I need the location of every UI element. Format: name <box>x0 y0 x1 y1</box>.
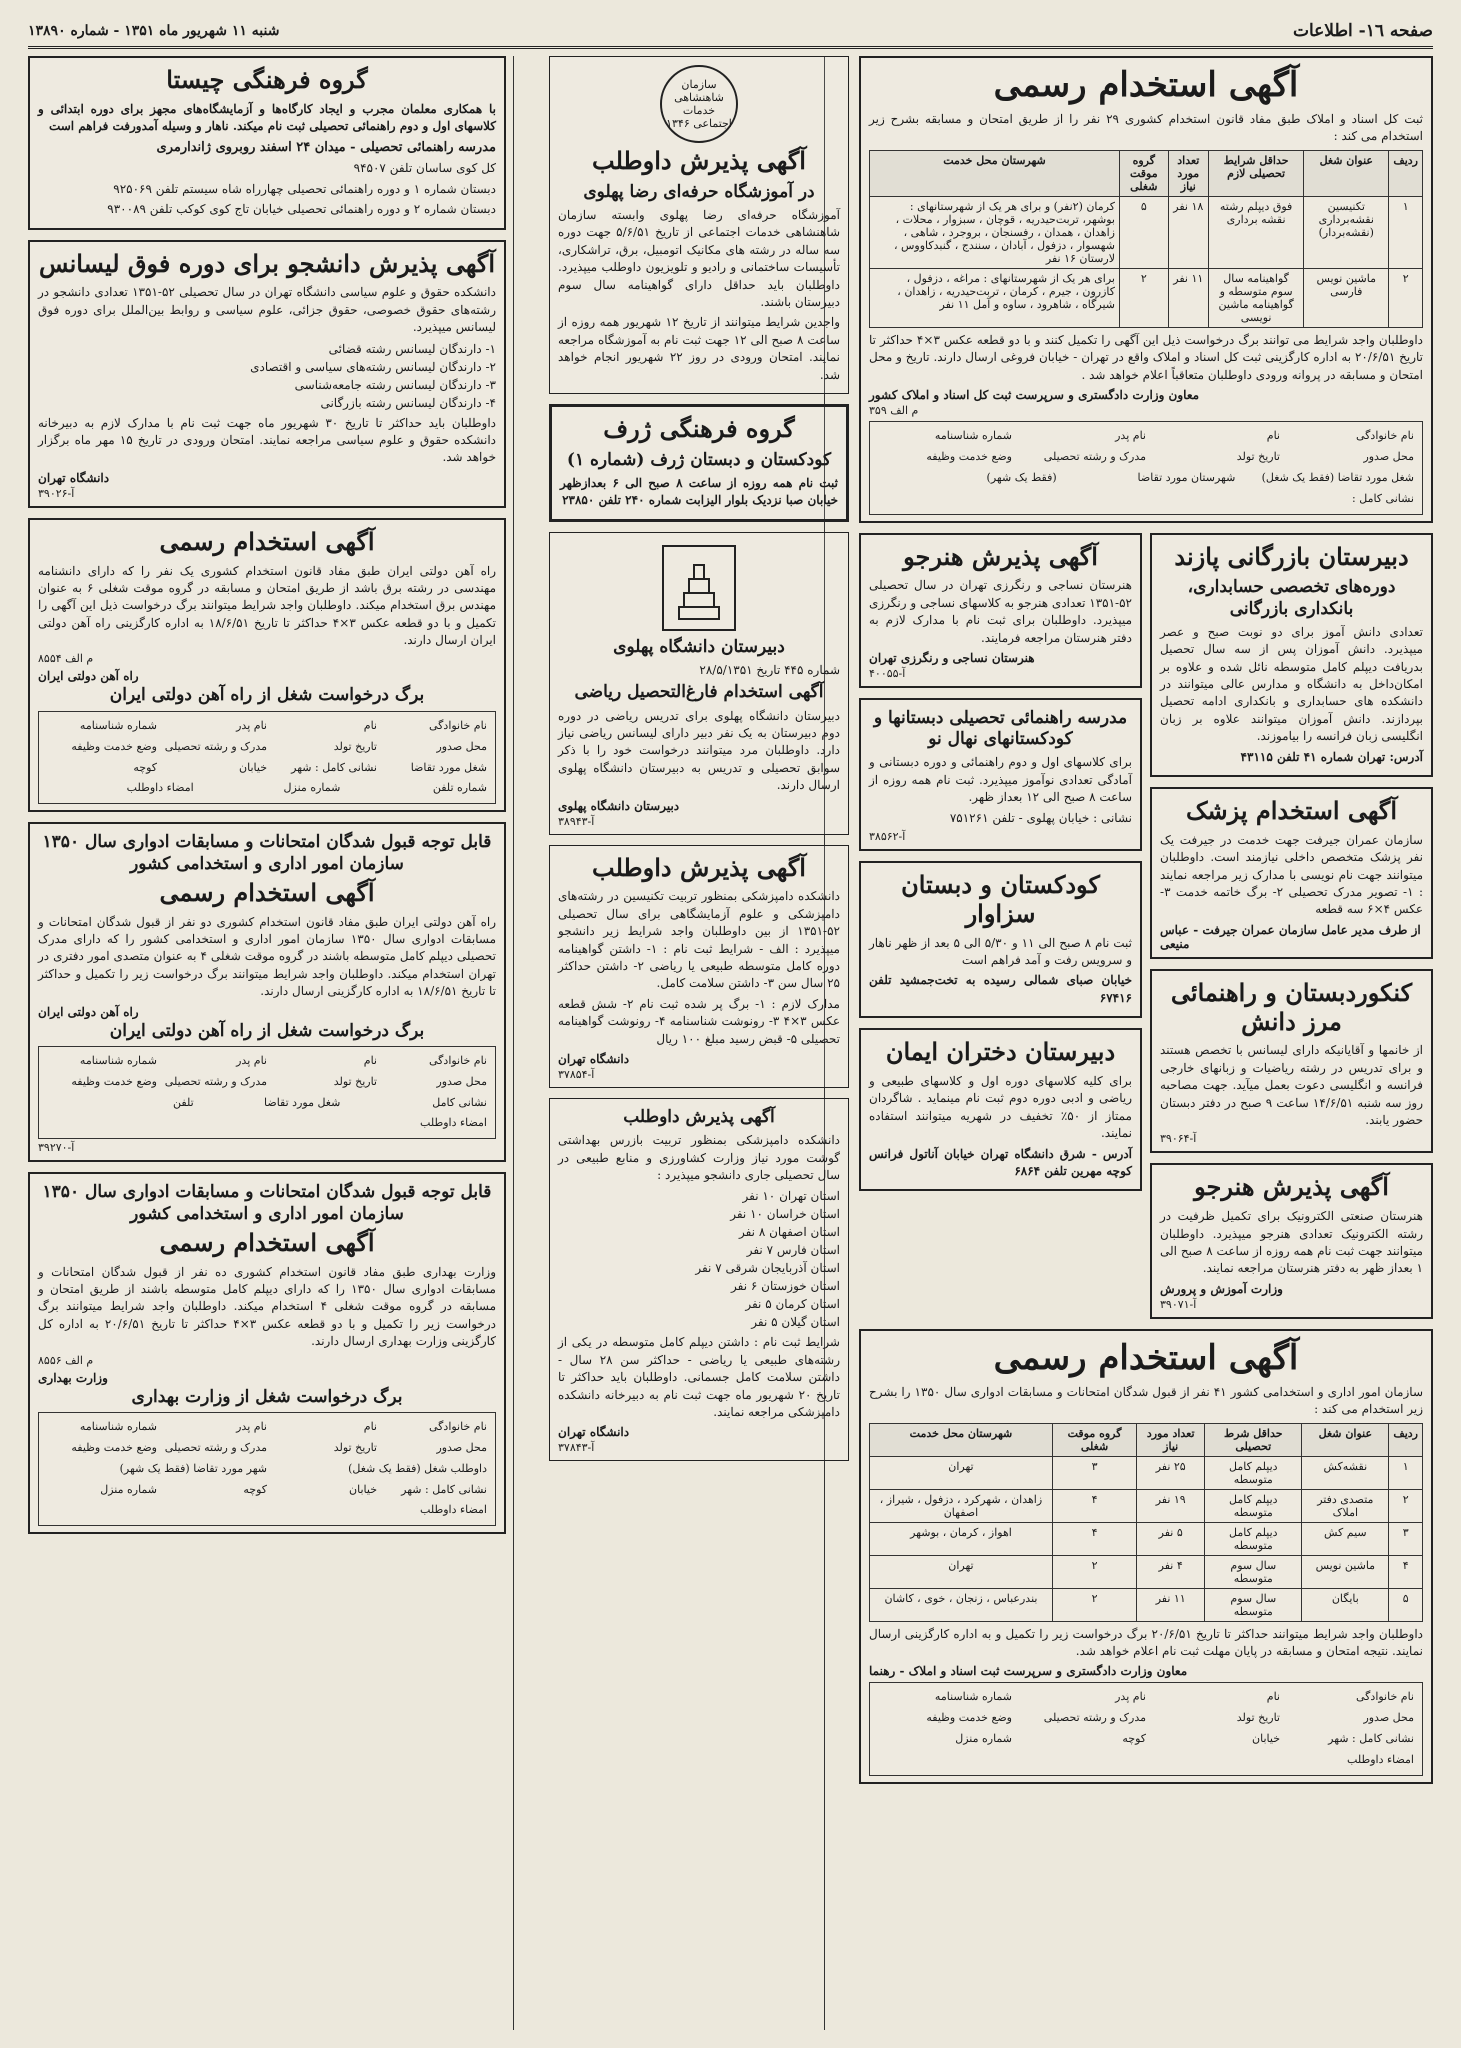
form-row <box>47 1459 487 1480</box>
table-header: شهرستان محل خدمت <box>870 1423 1053 1456</box>
ad-marz-danesh <box>1150 969 1433 1154</box>
form-field: نشانی کامل : <box>1352 491 1414 505</box>
form-field: محل صدور <box>436 1440 487 1454</box>
cell: ۴ <box>1389 1555 1423 1588</box>
cell: سال سوم متوسطه <box>1205 1555 1302 1588</box>
application-form <box>38 1046 496 1140</box>
ad-body: دانشکده دامپزشکی بمنظور تربیت بازرس بهداشتی گوشت مورد نیاز وزارت کشاورزی و منابع طبیعی در سال تحصیلی جاری دانشجو میپذیرد : <box>558 1133 840 1182</box>
ad-signature: وزارت آموزش و پرورش <box>1160 1281 1283 1296</box>
cell: ۳ <box>1052 1456 1136 1489</box>
form-field: وضع خدمت وظیفه <box>71 739 157 753</box>
ad-body: آموزشگاه حرفه‌ای رضا پهلوی وابسته سازمان شاهنشاهی خدمات اجتماعی از تاریخ ۵/۶/۵۱ جهت دوره سه ساله در رشته های مکانیک اتومبیل، برق، تراشکاری، تأسیسات ساختمانی و رادیو و تلویزیون داوطلب میپذیرد. داوطلبان باید حداقل دارای گواهینامه سال سوم دبیرستان باشند. <box>558 208 840 309</box>
ad-header: قابل توجه قبول شدگان امتحانات و مسابقات ادواری سال ۱۳۵۰ سازمان امور اداری و استخدامی کشور <box>42 832 492 874</box>
cell: تکنیسین نقشه‌برداری (نقشه‌بردار) <box>1304 196 1389 268</box>
form-field: نام <box>1266 429 1280 443</box>
ad-signature: معاون وزارت دادگستری و سرپرست ثبت اسناد و املاک - رهنما <box>869 1664 1188 1679</box>
table-header: ردیف <box>1389 150 1423 196</box>
form-field: تاریخ تولد <box>1236 1711 1280 1725</box>
ad-title: دبیرستان دانشگاه پهلوی <box>613 636 785 657</box>
form-field: شغل مورد تقاضا <box>410 760 487 774</box>
ziggurat-icon <box>676 555 722 621</box>
ad-signature: هنرستان نساجی و رنگرزی تهران <box>869 650 1035 665</box>
form-row <box>47 1480 487 1501</box>
ad-zharf-cultural-group <box>549 404 849 522</box>
table-row <box>870 196 1423 268</box>
ad-meat-inspector-admission <box>549 1098 849 1461</box>
form-field: خیابان <box>239 760 267 774</box>
ad-signature: دبیرستان دانشگاه پهلوی <box>558 798 680 813</box>
table-header: ردیف <box>1389 1423 1423 1456</box>
ad-reference: شماره ۴۴۵ تاریخ ۲۸/۵/۱۳۵۱ <box>699 663 840 678</box>
cell: برای هر یک از شهرستانهای : مراغه ، دزفول ، کازرون ، جیرم ، کرمان ، تربت‌حیدریه ، زاهدان ، شیرگاه ، شاهرود ، ساوه و آمل ۱۱ نفر <box>870 268 1120 327</box>
form-field: محل صدور <box>1363 449 1414 463</box>
form-field: نام <box>363 1419 377 1433</box>
ad-intro: سازمان امور اداری و استخدامی کشور ۴۱ نفر از قبول شدگان امتحانات و مسابقات ادواری سال ۱۳۵۰ را بشرح زیر استخدام می کند : <box>869 1384 1423 1417</box>
form-field: امضاء داوطلب <box>420 1116 487 1130</box>
ad-subtitle: کودکستان و دبستان ژرف (شماره ۱) <box>566 449 832 470</box>
ad-signature: دانشگاه تهران <box>38 470 110 485</box>
ad-title: آگهی استخدام رسمی <box>159 1227 375 1257</box>
cell: ۵ <box>1389 1588 1423 1621</box>
form-field: شهر مورد تقاضا (فقط یک شهر) <box>119 1461 267 1475</box>
form-field: وضع خدمت وظیفه <box>71 1074 157 1088</box>
form-row <box>878 1687 1414 1708</box>
table-row <box>870 1489 1423 1522</box>
ad-chista-cultural-group <box>28 56 506 230</box>
form-field: نام پدر <box>1115 1690 1146 1704</box>
table-row <box>870 1555 1423 1588</box>
form-row <box>878 489 1414 510</box>
form-field: نشانی کامل : شهر <box>1328 1732 1414 1746</box>
form-row <box>47 1417 487 1438</box>
ad-address: نشانی : خیابان پهلوی - تلفن ۷۵۱۲۶۱ <box>949 810 1132 825</box>
ad-docs: مدارک لازم : ۱- برگ پر شده ثبت نام ۲- شش قطعه عکس ۳×۴ ۳- رونوشت شناسنامه ۴- رونوشت گواهینامه تحصیلی ۵- قبض رسید مبلغ ۱۰۰ ریال <box>558 996 840 1046</box>
table-header: حداقل شرایط تحصیلی لازم <box>1209 150 1304 196</box>
list-item: ۱- دارندگان لیسانس رشته قضائی <box>328 341 496 356</box>
ad-code: م الف ۳۵۹ <box>869 404 919 418</box>
emblem-text: سازمان شاهنشاهی خدمات اجتماعی ۱۳۴۶ <box>666 77 732 131</box>
ad-header: قابل توجه قبول شدگان امتحانات و مسابقات ادواری سال ۱۳۵۰ سازمان امور اداری و استخدامی کشور <box>42 1182 492 1224</box>
form-field: نام خانوادگی <box>1356 1690 1414 1704</box>
cell: ماشین نویس <box>1302 1555 1389 1588</box>
cell: تهران <box>870 1555 1053 1588</box>
ad-line: کل کوی ساسان تلفن ۹۴۵۰۷ <box>353 161 496 176</box>
form-field: شماره شناسنامه <box>79 1053 157 1067</box>
list-item: استان خوزستان ۶ نفر <box>731 1279 840 1294</box>
cell: ۱۱ نفر <box>1137 1588 1205 1621</box>
ad-body: از خانمها و آقایانیکه دارای لیسانس با تخصص هستند و برای تدریس در رشته ریاضیات و زبانهای خارجی فرانسه و انگلیسی دعوت بعمل میآید. جهت مصاحبه روز سه شنبه ۱۴/۶/۵۱ ساعت ۹ صبح در دفتر دبستان حضور یابند. <box>1160 1043 1423 1127</box>
ad-subtitle: دوره‌های تخصصی حسابداری، بانکداری بازرگانی <box>1187 577 1396 619</box>
ad-line: مدرسه راهنمائی تحصیلی - میدان ۲۴ اسفند روبروی ژاندارمری <box>156 139 496 155</box>
table-header: عنوان شغل <box>1302 1423 1389 1456</box>
form-field: مدرک و رشته تحصیلی <box>1043 449 1146 463</box>
ad-pazand-school <box>1150 533 1433 777</box>
left-column <box>28 56 506 2030</box>
ad-title: آگهی پذیرش هنرجو <box>1194 1172 1389 1202</box>
form-field: نشانی کامل : شهر <box>401 1482 487 1496</box>
cell: متصدی دفتر املاک <box>1302 1489 1389 1522</box>
cell: اهواز ، کرمان ، بوشهر <box>870 1522 1053 1555</box>
form-field: محل صدور <box>436 739 487 753</box>
application-form <box>869 1682 1423 1776</box>
form-row <box>47 1113 487 1134</box>
ad-body: سازمان عمران جیرفت جهت خدمت در جیرفت یک نفر پزشک متخصص داخلی نیازمند است. داوطلبان میتوانند جهت نام نویسی با مدارک زیر مراجعه نمایند : ۱- تصویر مدرک تحصیلی ۲- برگ خاتمه خدمت ۳- عکس ۴×۶ سه قطعه <box>1160 832 1424 917</box>
form-row <box>47 1093 487 1114</box>
form-row <box>47 1500 487 1521</box>
ad-title: آگهی پذیرش داوطلب <box>592 852 806 882</box>
application-form <box>869 421 1423 515</box>
ad-code: آ-۳۸۹۴۳ <box>558 814 595 828</box>
middle-column <box>549 56 849 2030</box>
form-field: نام پدر <box>1115 429 1146 443</box>
form-field: امضاء داوطلب <box>1347 1753 1414 1767</box>
ad-body: داوطلبان واجد شرایط می توانند برگ درخواست ذیل این آگهی را تکمیل کنند و با دو قطعه عکس ۳×۴ حداکثر تا تاریخ ۲۰/۶/۵۱ به اداره کارگزینی ثبت کل اسناد و املاک واقع در تهران - خیابان فروغی ارسال دارند. تاریخ و محل امتحان و مسابقه در پروانه ورودی داوطلبان متعاقباً اعلام خواهد شد . <box>869 332 1423 382</box>
table-header: گروه موقت شغلی <box>1119 150 1168 196</box>
form-field: شماره تلفن <box>432 781 487 795</box>
ad-signature: راه آهن دولتی ایران <box>38 669 139 684</box>
form-field: نام پدر <box>236 1419 267 1433</box>
form-field: نام خانوادگی <box>429 1053 487 1067</box>
table-row <box>870 268 1423 327</box>
form-field: مدرک و رشته تحصیلی <box>164 1074 267 1088</box>
cell: ۴ <box>1052 1489 1136 1522</box>
ad-title: آگهی استخدام رسمی <box>159 877 375 907</box>
form-row <box>878 1708 1414 1729</box>
ad-code: آ-۳۹۰۲۶ <box>38 486 75 500</box>
ad-code: آ-۳۹۰۶۴ <box>1160 1132 1197 1146</box>
ad-title: کودکستان و دبستان سزاوار <box>901 870 1100 928</box>
cell: ۱۸ نفر <box>1168 196 1208 268</box>
ad-subcolumn <box>859 533 1142 1329</box>
ad-nahal-no <box>859 698 1142 851</box>
table-header: تعداد مورد نیاز <box>1168 150 1208 196</box>
form-row <box>878 1729 1414 1750</box>
ad-line: دبستان شماره ۱ و دوره راهنمائی تحصیلی چهارراه شاه سیستم تلفن ۹۲۵۰۶۹ <box>113 181 496 196</box>
cell: ۳ <box>1389 1522 1423 1555</box>
cell: ۴ نفر <box>1137 1555 1205 1588</box>
cell: ۱۹ نفر <box>1137 1489 1205 1522</box>
ad-title: آگهی پذیرش دانشجو برای دوره فوق لیسانس <box>39 248 495 278</box>
form-field: تلفن <box>173 1095 194 1109</box>
ad-railway-employment-1 <box>28 518 506 813</box>
cell: ۲۵ نفر <box>1137 1456 1205 1489</box>
cell: گواهینامه سال سوم متوسطه و گواهینامه ماشین نویسی <box>1209 268 1304 327</box>
ad-subcolumn <box>1150 533 1433 1329</box>
cell: سیم کش <box>1302 1522 1389 1555</box>
form-field: وضع خدمت وظیفه <box>71 1440 157 1454</box>
ad-body: هنرستان نساجی و رنگرزی تهران در سال تحصیلی ۵۲-۱۳۵۱ تعدادی هنرجو به کلاسهای نساجی و رنگرزی میپذیرد. داوطلبان برای ثبت نام با مدارک لازم به دفتر هنرستان مراجعه فرمایند. <box>869 578 1132 645</box>
ad-body: شرایط ثبت نام : داشتن دیپلم کامل متوسطه در یکی از رشته‌های طبیعی یا ریاضی - حداکثر سن ۲۸ سال - داشتن سلامت کامل جسمانی. داوطلبان باید حداکثر تا تاریخ ۲۰ شهریور ماه جهت ثبت نام به دبیرخانه دانشکده دامپزشکی مراجعه نمایند. <box>558 1335 840 1419</box>
form-field: تاریخ تولد <box>1236 449 1280 463</box>
form-row <box>47 1051 487 1072</box>
ad-body: وزارت بهداری طبق مفاد قانون استخدام کشوری ده نفر از قبول شدگان امتحانات و مسابقات ادواری سال ۱۳۵۰ را که دارای دیپلم کامل متوسطه باشند از طریق امتحان و مسابقه در گروه موقت شغلی ۴ استخدام میکند. داوطلبان واجد شرایط میتوانند برگ درخواست زیر را تکمیل و با دو قطعه عکس ۳×۴ حداکثر تا تاریخ ۲۰/۶/۵۱ به اداره کل کارگزینی وزارت بهداری ارسال دارند. <box>38 1264 496 1349</box>
ad-code: م الف ۸۵۵۴ <box>38 652 94 666</box>
ad-signature: دانشگاه تهران <box>558 1425 630 1440</box>
form-field: شغل مورد تقاضا <box>264 1095 341 1109</box>
ad-masters-admission <box>28 240 506 508</box>
cell: ماشین نویس فارسی <box>1304 268 1389 327</box>
page-label: صفحه ١٦- اطلاعات <box>1292 21 1433 41</box>
form-field: نام پدر <box>236 1053 267 1067</box>
form-row <box>47 778 487 799</box>
ad-code: آ-۴۰۰۵۵ <box>869 666 906 680</box>
form-row <box>47 758 487 779</box>
ad-code: آ-۳۷۸۴۳ <box>558 1441 595 1455</box>
column-rule <box>513 56 514 2030</box>
form-field: امضاء داوطلب <box>420 1503 487 1517</box>
ad-subtitle: آگهی استخدام فارغ‌التحصیل ریاضی <box>574 682 824 703</box>
form-title: برگ درخواست شغل از راه آهن دولتی ایران <box>109 1020 425 1041</box>
form-row <box>878 1750 1414 1771</box>
ad-title: کنکوردبستان و راهنمائی مرز دانش <box>1170 977 1413 1036</box>
form-field: شماره شناسنامه <box>934 1690 1012 1704</box>
form-title: برگ درخواست شغل از راه آهن دولتی ایران <box>109 685 425 706</box>
ad-body: برای کلیه کلاسهای دوره اول و کلاسهای طبیعی و ریاضی و ادبی دوره دوم ثبت نام مینماید . شاگردان ممتاز از ۵۰٪ تخفیف در شهریه میتوانند استفاده نمایند. <box>869 1073 1132 1141</box>
ad-title: دبیرستان بازرگانی پازند <box>1174 541 1409 571</box>
list-item: استان کرمان ۵ نفر <box>745 1297 840 1312</box>
ad-body: دانشکده دامپزشکی بمنظور تربیت تکنیسین در رشته‌های دامپزشکی و علوم آزمایشگاهی برای سال تحصیلی ۵۲-۱۳۵۱ از بین داوطلبان واجد شرایط زیر دانشجو میپذیرد : الف - شرایط ثبت نام : ۱- داشتن گواهینامه دوره کامل متوسطه طبیعی یا ریاضی ۲- داشتن حداکثر ۲۵ سال سن ۳- داشتن سلامت کامل. <box>558 889 840 991</box>
cell: دیپلم کامل متوسطه <box>1205 1489 1302 1522</box>
cell: دیپلم کامل متوسطه <box>1205 1456 1302 1489</box>
form-row <box>47 1438 487 1459</box>
table-header: تعداد مورد نیاز <box>1137 1423 1205 1456</box>
form-field: نام خانوادگی <box>429 1419 487 1433</box>
crown-emblem-icon <box>660 65 738 143</box>
ad-title: آگهی استخدام پزشک <box>1185 796 1398 826</box>
ad-student-admission-textile <box>859 533 1142 688</box>
form-field: محل صدور <box>436 1074 487 1088</box>
ad-signature: از طرف مدیر عامل سازمان عمران جیرفت - عباس منیعی <box>1160 922 1421 951</box>
list-item: استان فارس ۷ نفر <box>746 1243 840 1258</box>
form-field: نشانی کامل <box>432 1095 487 1109</box>
ad-title: گروه فرهنگی چیستا <box>166 65 368 94</box>
list-item: استان اصفهان ۸ نفر <box>738 1225 840 1240</box>
form-field: خیابان <box>1252 1732 1280 1746</box>
ad-reza-pahlavi-vocational <box>549 56 849 394</box>
ad-title: آگهی استخدام رسمی <box>993 65 1299 105</box>
ad-body: داوطلبان واجد شرایط میتوانند حداکثر تا تاریخ ۲۰/۶/۵۱ برگ درخواست زیر را تکمیل و به اداره کارگزینی ارسال نمایند. نتیجه امتحان و مسابقه در پایان مهلت ثبت نام اعلام خواهد شد. <box>869 1626 1424 1658</box>
ad-body: برای کلاسهای اول و دوم راهنمائی و دوره دبستانی و آمادگی تعدادی نوآموز میپذیرد. ثبت نام همه روزه از ساعت ۸ صبح الی ۱۲ بعداز ظهر. <box>869 755 1132 805</box>
form-field: نام خانوادگی <box>429 718 487 732</box>
form-field: مدرک و رشته تحصیلی <box>164 739 267 753</box>
form-field: شماره منزل <box>955 1732 1012 1746</box>
ad-code: آ-۳۷۸۵۴ <box>558 1067 595 1081</box>
cell: کرمان (۲نفر) و برای هر یک از شهرستانهای : بوشهر، تربت‌حیدریه ، قوچان ، سبزوار ، محلات ، زاهدان ، همدان ، رفسنجان ، بروجرد ، شاهی ، شهسوار ، دزفول ، آبادان ، سنندج ، گنبدکاووس ، لارستان ۱۶ نفر <box>870 196 1120 268</box>
list-item: ۳- دارندگان لیسانس رشته جامعه‌شناسی <box>294 377 496 392</box>
cell: نقشه‌کش <box>1302 1456 1389 1489</box>
list-item: استان گیلان ۵ نفر <box>751 1315 840 1330</box>
cell: بندرعباس ، زنجان ، خوی ، کاشان <box>870 1588 1053 1621</box>
form-field: داوطلب شغل (فقط یک شغل) <box>348 1461 487 1475</box>
ad-body: راه آهن دولتی ایران طبق مفاد قانون استخدام کشوری یک نفر را که دارای دانشنامه مهندسی در رشته برق باشد از طریق امتحان و مسابقه در گروه موقت شغلی ۶ به عنوان مهندس برق استخدام میکند. داوطلبان واجد شرایط میتوانند برگ درخواست ذیل این آگهی را تکمیل و با دو قطعه عکس ۳×۴ حداکثر تا تاریخ ۱۸/۶/۵۱ به اداره کارگزینی راه آهن دولتی ایران ارسال دارند. <box>38 563 496 648</box>
form-field: شماره شناسنامه <box>79 718 157 732</box>
form-field: کوچه <box>133 760 157 774</box>
form-field: نام <box>363 718 377 732</box>
ad-official-employment-2 <box>859 1329 1433 1784</box>
cell: سال سوم متوسطه <box>1205 1588 1302 1621</box>
ad-subtitle: در آموزشگاه حرفه‌ای رضا پهلوی <box>583 181 815 202</box>
table-header: شهرستان محل خدمت <box>870 150 1120 196</box>
ad-body: ثبت نام ۸ صبح الی ۱۱ و ۵/۳۰ الی ۵ بعد از ظهر ناهار و سرویس رفت و آمد فراهم است <box>869 935 1132 968</box>
ad-body: دانشکده حقوق و علوم سیاسی دانشگاه تهران در سال تحصیلی ۵۲-۱۳۵۱ تعدادی دانشجو در رشته‌های حقوق خصوصی، حقوق جزائی، علوم سیاسی و روابط بین‌الملل برای دوره فوق لیسانس میپذیرد. <box>38 285 496 335</box>
form-row <box>47 1072 487 1093</box>
ad-title: آگهی استخدام رسمی <box>159 526 375 556</box>
ad-signature: راه آهن دولتی ایران <box>38 1004 139 1019</box>
cell: ۵ نفر <box>1137 1522 1205 1555</box>
form-field: کوچه <box>1122 1732 1146 1746</box>
form-field: تاریخ تولد <box>333 739 377 753</box>
form-field: شهرستان مورد تقاضا <box>1137 470 1236 484</box>
ad-body: دبیرستان دانشگاه پهلوی برای تدریس ریاضی در دوره دوم دبیرستان به یک نفر دبیر دارای لیسانس ریاضی نیاز دارد. داوطلبان مرد میتوانند درخواست خود را با ذکر سوابق تحصیلی و تدریس به دبیرستان دانشگاه پهلوی ارسال دارند. <box>558 708 840 793</box>
ad-body: تعدادی دانش آموز برای دو نوبت صبح و عصر میپذیرد. دانش آموزان پس از سه سال تحصیل بدریافت دیپلم کامل متوسطه نائل شده و علاوه بر امکان‌داخل به دانشگاه و مدارس عالی میتوانند در دانشکده های حسابداری و بانکداری ادامه تحصیل بپردازند. دانش آموزان میتوانند علاوه بر زبان انگلیسی زبان فرانسه را بیاموزند. <box>1160 624 1423 744</box>
form-field: شماره شناسنامه <box>934 429 1012 443</box>
ad-title: گروه فرهنگی ژرف <box>603 413 795 443</box>
ad-signature: وزارت بهداری <box>38 1370 108 1385</box>
tower-emblem-icon <box>662 545 736 631</box>
cell: ۵ <box>1119 196 1168 268</box>
application-form <box>38 1412 496 1526</box>
form-field: وضع خدمت وظیفه <box>926 449 1012 463</box>
ad-title: آگهی استخدام رسمی <box>993 1337 1299 1378</box>
cell: ۲ <box>1389 1489 1423 1522</box>
ad-veterinary-admission <box>549 845 849 1088</box>
ad-iman-girls-school <box>859 1028 1142 1191</box>
list-item: استان تهران ۱۰ نفر <box>742 1189 840 1204</box>
ad-title: مدرسه راهنمائی تحصیلی دبستانها و کودکستانهای نهال نو <box>873 707 1128 750</box>
ad-student-admission-electronics <box>1150 1163 1433 1318</box>
form-row <box>878 468 1414 489</box>
table-header: گروه موقت شغلی <box>1052 1423 1136 1456</box>
ad-code: آ-۳۸۵۶۲ <box>869 830 906 844</box>
table-header: حداقل شرط تحصیلی <box>1205 1423 1302 1456</box>
form-row <box>878 426 1414 447</box>
form-field: خیابان <box>349 1482 377 1496</box>
ad-title: آگهی پذیرش هنرجو <box>903 541 1098 571</box>
cell: ۲ <box>1389 268 1423 327</box>
ad-intro: ثبت کل اسناد و املاک طبق مفاد قانون استخدام کشوری ۲۹ نفر را از طریق امتحان و مسابقه بشرح زیر استخدام می کند : <box>869 112 1423 144</box>
ad-address: خیابان صبای شمالی رسیده به تخت‌جمشید تلفن ۶۷۴۱۶ <box>869 973 1132 1005</box>
form-field: نشانی کامل : شهر <box>291 760 377 774</box>
ad-body: هنرستان صنعتی الکترونیک برای تکمیل ظرفیت در رشته الکترونیک تعدادی هنرجو میپذیرد. داوطلبان میتوانند جهت ثبت نام همه روزه از ساعت ۸ صبح الی ۱ بعداز ظهر به دفتر هنرستان مراجعه نمایند. <box>1160 1209 1423 1276</box>
form-field: شماره منزل <box>100 1482 157 1496</box>
form-field: تاریخ تولد <box>333 1440 377 1454</box>
cell: دیپلم کامل متوسطه <box>1205 1522 1302 1555</box>
form-field: شماره شناسنامه <box>79 1419 157 1433</box>
cell: ۲ <box>1119 268 1168 327</box>
table-header: عنوان شغل <box>1304 150 1389 196</box>
form-row <box>47 737 487 758</box>
form-row <box>878 447 1414 468</box>
form-field: شماره منزل <box>283 781 341 795</box>
ad-title: آگهی پذیرش داوطلب <box>623 1106 775 1127</box>
cell: ۲ <box>1052 1588 1136 1621</box>
form-field: نام پدر <box>236 718 267 732</box>
ad-body: داوطلبان باید حداکثر تا تاریخ ۳۰ شهریور ماه جهت ثبت نام با مدارک لازم به دبیرخانه دانشکده حقوق و علوم سیاسی مراجعه نمایند. امتحان ورودی در تاریخ ۱۵ مهر ماه برگزار خواهد شد. <box>38 415 496 465</box>
form-field: محل صدور <box>1363 1711 1414 1725</box>
ad-body: واجدین شرایط میتوانند از تاریخ ۱۲ شهریور همه روزه از ساعت ۸ صبح الی ۱۲ جهت ثبت نام به آموزشگاه مراجعه نمایند. امتحان ورودی در روز ۲۲ شهریور انجام خواهد شد. <box>558 315 840 382</box>
cell: ۱۱ نفر <box>1168 268 1208 327</box>
form-field: نام <box>1266 1690 1280 1704</box>
ad-code: آ-۳۹۲۷۰ <box>38 1141 75 1155</box>
ad-sezavar-school <box>859 861 1142 1018</box>
ad-code: م الف ۸۵۵۶ <box>38 1353 94 1367</box>
form-field: نام <box>363 1053 377 1067</box>
list-item: ۲- دارندگان لیسانس رشته‌های سیاسی و اقتصادی <box>250 359 496 374</box>
cell: ۱ <box>1389 1456 1423 1489</box>
form-field: کوچه <box>243 1482 267 1496</box>
ad-address: آدرس: تهران شماره ۴۱ تلفن ۴۳۱۱۵ <box>1240 749 1423 764</box>
form-field: نام خانوادگی <box>1356 429 1414 443</box>
ad-body: راه آهن دولتی ایران طبق مفاد قانون استخدام کشوری دو نفر از قبول شدگان امتحانات و مسابقات ادواری سال ۱۳۵۰ سازمان امور اداری و استخدامی کشور را که دارای مدرک تحصیلی دیپلم کامل متوسطه باشند در گروه موقت شغلی ۴ به عنوان متصدی امور دفتری در تهران استخدام میکند. داوطلبان واجد شرایط میتوانند برگ درخواست زیر را تکمیل و حداکثر تا تاریخ ۱۸/۶/۵۱ به اداره کارگزینی ارسال دارند. <box>38 914 497 999</box>
ad-address: آدرس - شرق دانشگاه تهران خیابان آناتول فرانس کوچه مهرین تلفن ۶۸۶۴ <box>869 1146 1132 1178</box>
form-field: امضاء داوطلب <box>126 781 194 795</box>
ad-body: با همکاری معلمان مجرب و ایجاد کارگاه‌ها و آزمایشگاه‌های مجهز برای دوره ابتدائی و کلاسهای اول و دوم راهنمائی تحصیلی ثبت نام میکند. ناهار و وسیله آمدورفت فراهم است <box>38 101 496 134</box>
ad-row <box>859 533 1433 1329</box>
cell: تهران <box>870 1456 1053 1489</box>
list-item: استان خراسان ۱۰ نفر <box>730 1207 840 1222</box>
application-form <box>38 711 496 805</box>
jobs-table <box>869 150 1423 328</box>
ad-doctor-employment <box>1150 787 1433 959</box>
ad-title: آگهی پذیرش داوطلب <box>592 146 806 175</box>
list-item: استان آذربایجان شرقی ۷ نفر <box>695 1261 840 1276</box>
table-row <box>870 1456 1423 1489</box>
ad-code: آ-۳۹۰۷۱ <box>1160 1297 1197 1311</box>
form-title: برگ درخواست شغل از وزارت بهداری <box>131 1386 403 1407</box>
masthead <box>28 16 1433 49</box>
form-field: مدرک و رشته تحصیلی <box>1043 1711 1146 1725</box>
cell: ۴ <box>1052 1522 1136 1555</box>
ad-signature: معاون وزارت دادگستری و سرپرست ثبت کل اسناد و املاک کشور <box>869 388 1200 403</box>
ad-railway-employment-2 <box>28 822 506 1162</box>
ad-signature: دانشگاه تهران <box>558 1051 630 1066</box>
ad-health-ministry-employment <box>28 1172 506 1534</box>
cell: ۱ <box>1389 196 1423 268</box>
list-item: ۴- دارندگان لیسانس رشته بازرگانی <box>320 395 496 410</box>
cell: فوق دیپلم رشته نقشه برداری <box>1209 196 1304 268</box>
ad-pahlavi-university-school <box>549 532 849 835</box>
form-field: مدرک و رشته تحصیلی <box>164 1440 267 1454</box>
ad-title: دبیرستان دختران ایمان <box>885 1037 1116 1067</box>
ad-line: دبستان شماره ۲ و دوره راهنمائی تحصیلی خیابان تاج کوی کوکب تلفن ۹۳۰۰۸۹ <box>107 202 496 217</box>
table-row <box>870 1588 1423 1621</box>
issue-date: شنبه ۱۱ شهریور ماه ۱۳۵۱ - شماره ۱۳۸۹۰ <box>28 23 280 39</box>
form-row <box>47 716 487 737</box>
jobs-table <box>869 1423 1423 1622</box>
form-field: (فقط یک شهر) <box>986 470 1057 484</box>
cell: ۲ <box>1052 1555 1136 1588</box>
cell: زاهدان ، شهرکرد ، دزفول ، شیراز ، اصفهان <box>870 1489 1053 1522</box>
table-row <box>870 1522 1423 1555</box>
form-field: وضع خدمت وظیفه <box>926 1711 1012 1725</box>
form-field: شغل مورد تقاضا (فقط یک شغل) <box>1261 470 1414 484</box>
form-field: تاریخ تولد <box>333 1074 377 1088</box>
cell: بایگان <box>1302 1588 1389 1621</box>
ad-body: ثبت نام همه روزه از ساعت ۸ صبح الی ۶ بعدازظهر خیابان صبا نزدیک بلوار الیزابت شماره ۲۴۰ تلفن ۲۳۸۵۰ <box>560 476 839 508</box>
ad-official-employment-1 <box>859 56 1433 523</box>
right-column <box>859 56 1433 2030</box>
